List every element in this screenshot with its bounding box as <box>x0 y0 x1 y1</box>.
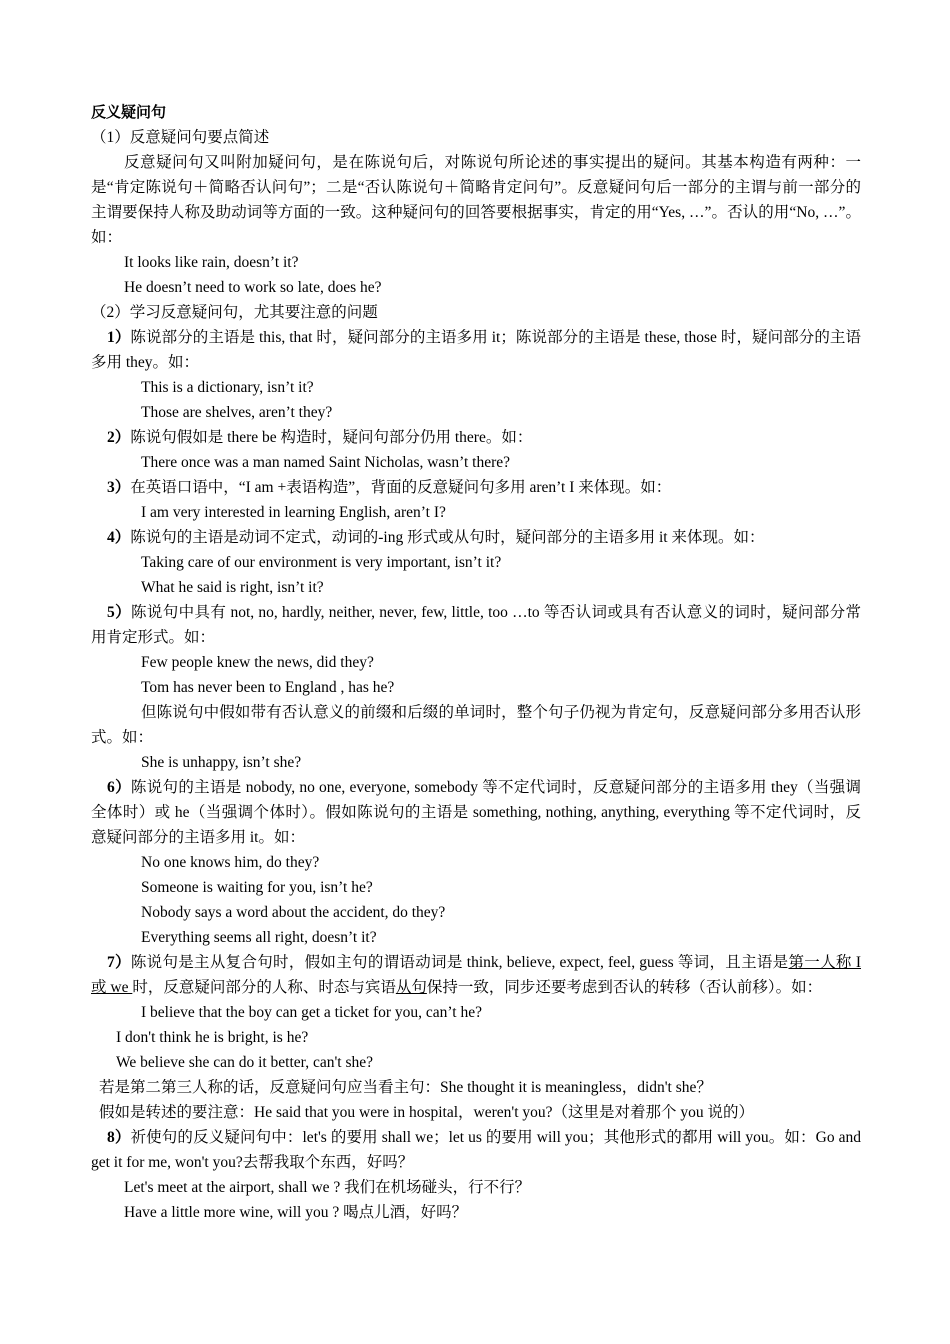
document-title: 反义疑问句 <box>91 103 167 121</box>
example-sentence: He doesn’t need to work so late, does he? <box>124 279 382 296</box>
rule-number: 6） <box>107 779 131 796</box>
example-sentence: I am very interested in learning English, aren’t I? <box>141 504 446 521</box>
example-sentence: What he said is right, isn’t it? <box>141 579 324 596</box>
section-1-paragraph: 反意疑问句又叫附加疑问句，是在陈说句后，对陈说句所论述的事实提出的疑问。其基本构造有两种：一是“肯定陈说句＋简略否认问句”；二是“否认陈说句＋简略肯定问句”。反意疑问句后一部分的主谓与前一部分的主谓要保持人称及助动词等方面的一致。这种疑问句的回答要根据事实，肯定的用“Yes, …”。否认的用“No, …”。如： <box>91 154 861 246</box>
rule-text: 陈说部分的主语是 this, that 时，疑问部分的主语多用 it；陈说部分的主语是 these, those 时，疑问部分的主语多用 they。如： <box>91 329 861 371</box>
example-sentence: I don't think he is bright, is he? <box>116 1029 309 1046</box>
example-sentence: Someone is waiting for you, isn’t he? <box>141 879 373 896</box>
rule-8 <box>91 1125 861 1175</box>
example-sentence: It looks like rain, doesn’t it? <box>124 254 299 271</box>
rule-number: 8） <box>107 1129 131 1146</box>
rule-text: 陈说句假如是 there be 构造时，疑问句部分仍用 there。如： <box>130 429 533 446</box>
rule-5 <box>91 600 861 650</box>
rule-text: 在英语口语中，“I am +表语构造”，背面的反意疑问句多用 aren’t I 来体现。如： <box>130 479 672 496</box>
rule-number: 4） <box>107 529 131 546</box>
rule-text: 陈说句是主从复合句时，假如主句的谓语动词是 think, believe, expect, feel, guess 等词，且主语是 <box>130 954 789 971</box>
section-2-heading: （2）学习反意疑问句，尤其要注意的问题 <box>91 304 378 321</box>
rule-text: 保持一致，同步还要考虑到否认的转移（否认前移）。如： <box>426 979 823 996</box>
rule-number: 7） <box>107 954 131 971</box>
rule-text: 陈说句的主语是动词不定式，动词的-ing 形式或从句时，疑问部分的主语多用 it 来体现。如： <box>130 529 765 546</box>
example-sentence: No one knows him, do they? <box>141 854 320 871</box>
example-sentence: Nobody says a word about the accident, do they? <box>141 904 446 921</box>
rule-number: 3） <box>107 479 131 496</box>
example-sentence: This is a dictionary, isn’t it? <box>141 379 314 396</box>
rule-number: 5） <box>107 604 131 621</box>
rule-text: 陈说句的主语是 nobody, no one, everyone, somebody 等不定代词时，反意疑问部分的主语多用 they（当强调全体时）或 he（当强调个体时）。假如陈说句的主语是 something, nothing, anything, everything 等不定代词时，反意疑问部分的主语多用 it。如： <box>91 779 861 846</box>
example-sentence: Those are shelves, aren’t they? <box>141 404 333 421</box>
underlined-text: 第一人称 I 或 we <box>91 954 861 996</box>
rule-7 <box>91 950 861 1000</box>
rule-1 <box>91 325 861 375</box>
document-page <box>91 100 861 1225</box>
rule-number: 1） <box>107 329 131 346</box>
underlined-text: 从句 <box>395 979 427 996</box>
rule-text: 时，反意疑问部分的人称、时态与宾语 <box>132 979 396 996</box>
example-sentence: There once was a man named Saint Nicholas, wasn’t there? <box>141 454 510 471</box>
example-sentence: I believe that the boy can get a ticket for you, can’t he? <box>141 1004 482 1021</box>
example-sentence: Let's meet at the airport, shall we ? 我们在机场碰头，行不行？ <box>124 1179 531 1196</box>
rule-5-note: 但陈说句中假如带有否认意义的前缀和后缀的单词时，整个句子仍视为肯定句，反意疑问部分多用否认形式。如： <box>91 704 861 746</box>
example-sentence: Have a little more wine, will you ? 喝点儿酒，好吗？ <box>124 1204 468 1221</box>
example-sentence: She is unhappy, isn’t she? <box>141 754 302 771</box>
rule-7-note: 若是第二第三人称的话，反意疑问句应当看主句：She thought it is meaningless，didn't she？ <box>99 1079 712 1096</box>
rule-number: 2） <box>107 429 131 446</box>
rule-4 <box>91 525 861 550</box>
rule-7-note: 假如是转述的要注意：He said that you were in hospital，weren't you?（这里是对着那个 you 说的） <box>99 1104 755 1121</box>
example-sentence: We believe she can do it better, can't she? <box>116 1054 373 1071</box>
rule-3 <box>91 475 861 500</box>
rule-6 <box>91 775 861 850</box>
example-sentence: Taking care of our environment is very important, isn’t it? <box>141 554 502 571</box>
rule-2 <box>91 425 861 450</box>
example-sentence: Everything seems all right, doesn’t it? <box>141 929 377 946</box>
rule-text: 陈说句中具有 not, no, hardly, neither, never, few, little, too …to 等否认词或具有否认意义的词时，疑问部分常用肯定形式。如： <box>91 604 861 646</box>
rule-text: 祈使句的反义疑问句中：let's 的要用 shall we；let us 的要用 will you；其他形式的都用 will you。如：Go and get it for me, won't you?去帮我取个东西，好吗？ <box>91 1129 861 1171</box>
example-sentence: Few people knew the news, did they? <box>141 654 374 671</box>
section-1-heading: （1）反意疑问句要点简述 <box>91 129 270 146</box>
example-sentence: Tom has never been to England , has he? <box>141 679 395 696</box>
